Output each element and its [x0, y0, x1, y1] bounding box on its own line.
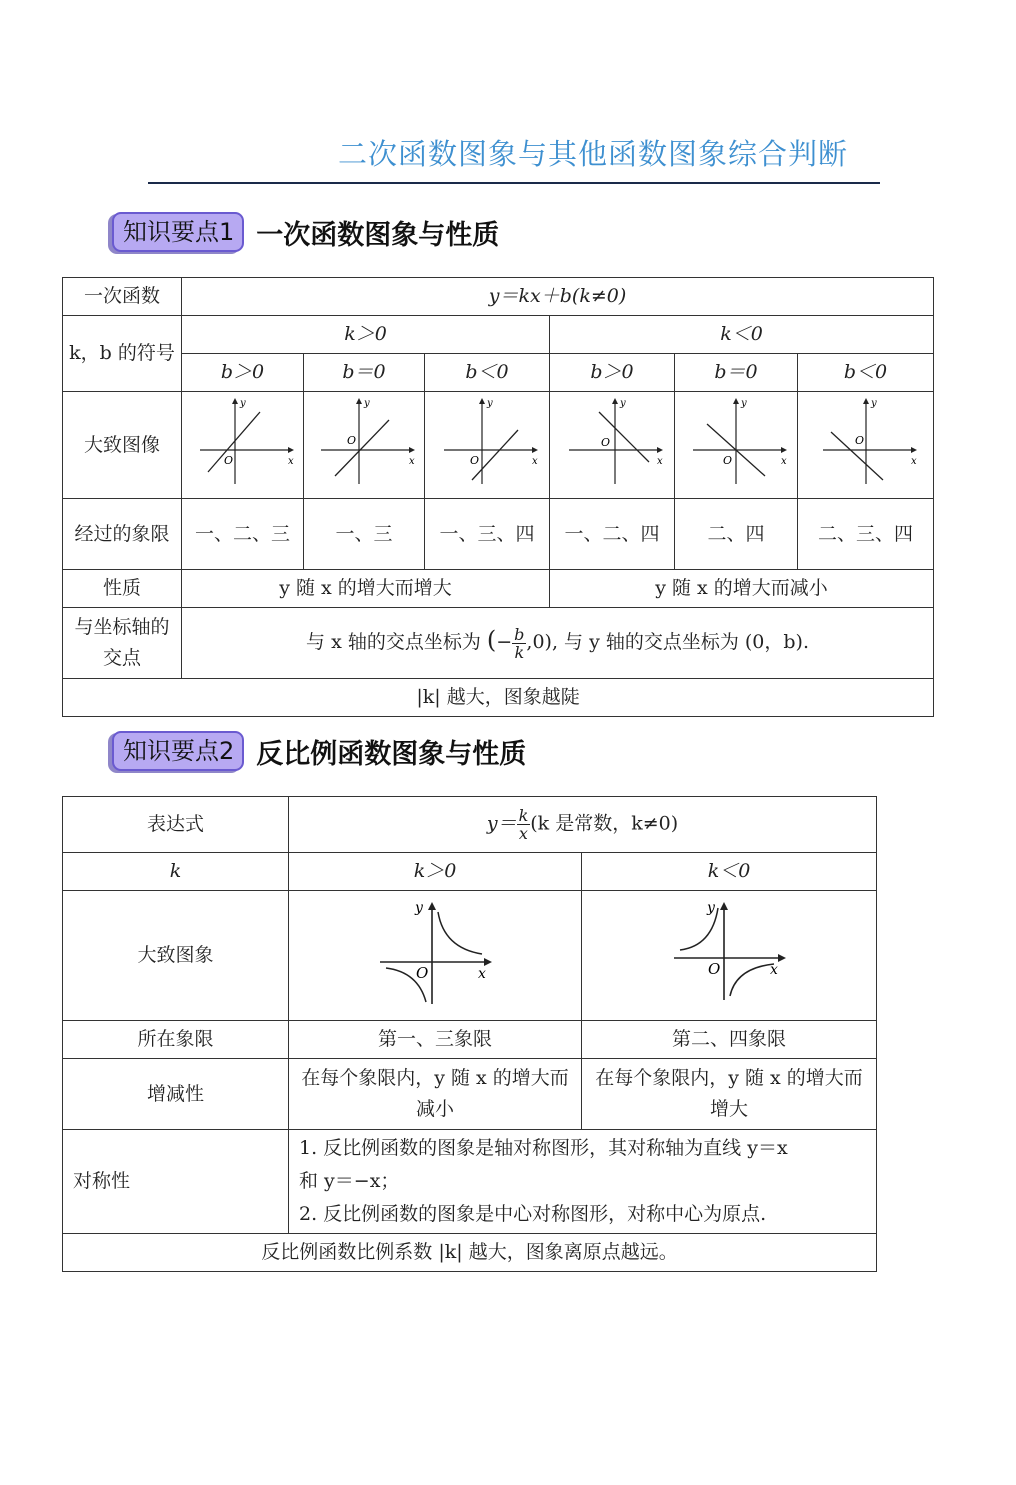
page-title: 二次函数图象与其他函数图象综合判断: [338, 137, 849, 171]
svg-text:O: O: [347, 434, 357, 447]
svg-text:y: y: [415, 899, 423, 916]
row-label-expression: 表达式: [63, 797, 289, 853]
svg-text:y: y: [364, 398, 370, 409]
linear-graph-1: [182, 392, 304, 499]
svg-text:x: x: [770, 961, 778, 978]
svg-text:O: O: [723, 454, 733, 467]
symmetry-line-2: 和 y＝−x；: [299, 1170, 400, 1192]
row-label-monotonic: 增减性: [63, 1059, 289, 1130]
quadrant-6: 二、三、四: [798, 499, 934, 570]
linear-graph-2: [304, 392, 425, 499]
svg-text:y: y: [741, 398, 747, 409]
b-case-6: b＜0: [798, 354, 934, 392]
row-label-inverse-quadrant: 所在象限: [63, 1021, 289, 1059]
svg-text:x: x: [781, 456, 787, 467]
section2-title: 反比例函数图象与性质: [256, 738, 527, 770]
row-label-sign: k，b 的符号: [63, 316, 182, 392]
property-k-negative: y 随 x 的增大而减小: [550, 570, 934, 608]
intersection-text: 与 x 轴的交点坐标为 (− $\frac{b}{k}$ ,0), 与 y 轴的交点坐标为 (0，b).: [182, 608, 934, 679]
inverse-k-positive: k＞0: [289, 853, 582, 891]
svg-text:x: x: [478, 965, 486, 982]
svg-text:x: x: [657, 456, 663, 467]
inverse-graph-k-positive: [289, 891, 582, 1021]
svg-text:O: O: [854, 434, 864, 447]
symmetry-line-3: 2. 反比例函数的图象是中心对称图形，对称中心为原点.: [299, 1203, 767, 1225]
b-case-2: b＝0: [304, 354, 425, 392]
row-label-inverse-graph: 大致图象: [63, 891, 289, 1021]
svg-text:x: x: [910, 456, 917, 467]
monotonic-k-negative: 在每个象限内，y 随 x 的增大而增大: [582, 1059, 877, 1130]
svg-text:x: x: [287, 456, 294, 467]
inverse-function-table: [62, 796, 877, 1272]
section2-header: [112, 731, 526, 771]
b-case-5: b＝0: [675, 354, 798, 392]
svg-text:y: y: [707, 899, 715, 916]
b-case-1: b＞0: [182, 354, 304, 392]
svg-text:y: y: [239, 398, 246, 409]
property-k-positive: y 随 x 的增大而增大: [182, 570, 550, 608]
row-label-quadrant: 经过的象限: [63, 499, 182, 570]
quadrant-3: 一、三、四: [425, 499, 550, 570]
svg-text:y: y: [870, 398, 877, 409]
inverse-quadrant-k-positive: 第一、三象限: [289, 1021, 582, 1059]
row-label-intersection: 与坐标轴的交点: [63, 608, 182, 679]
section1-header: [112, 212, 499, 252]
k-negative-header: k＜0: [550, 316, 934, 354]
section2-badge: 知识要点2: [112, 731, 244, 771]
svg-text:x: x: [409, 456, 415, 467]
linear-graph-3: [425, 392, 550, 499]
symmetry-text: [289, 1130, 877, 1234]
row-label-function: 一次函数: [63, 278, 182, 316]
row-label-symmetry: 对称性: [63, 1130, 289, 1234]
svg-text:y: y: [620, 398, 626, 409]
svg-text:x: x: [532, 456, 538, 467]
svg-text:O: O: [223, 454, 233, 467]
section1-badge: 知识要点1: [112, 212, 244, 252]
row-label-property: 性质: [63, 570, 182, 608]
inverse-formula: y＝ $\frac{k}{x}$ (k 是常数，k≠0): [289, 797, 877, 853]
quadrant-5: 二、四: [675, 499, 798, 570]
title-underline: [148, 182, 880, 184]
row-label-graph: 大致图像: [63, 392, 182, 499]
row-label-k: k: [63, 853, 289, 891]
linear-graph-5: [675, 392, 798, 499]
inverse-footer: 反比例函数比例系数 |k| 越大，图象离原点越远。: [63, 1234, 877, 1272]
quadrant-2: 一、三: [304, 499, 425, 570]
k-positive-header: k＞0: [182, 316, 550, 354]
b-case-3: b＜0: [425, 354, 550, 392]
quadrant-4: 一、二、四: [550, 499, 675, 570]
symmetry-line-1: 1. 反比例函数的图象是轴对称图形，其对称轴为直线 y＝x: [299, 1137, 788, 1159]
svg-text:O: O: [708, 959, 721, 978]
svg-text:O: O: [416, 963, 429, 982]
linear-footer: |k| 越大，图象越陡: [63, 679, 934, 717]
linear-graph-6: [798, 392, 934, 499]
linear-graph-4: [550, 392, 675, 499]
inverse-quadrant-k-negative: 第二、四象限: [582, 1021, 877, 1059]
inverse-graph-k-negative: [582, 891, 877, 1021]
svg-text:O: O: [470, 454, 480, 467]
function-formula: y＝kx＋b(k≠0): [182, 278, 934, 316]
linear-function-table: [62, 277, 934, 717]
section1-title: 一次函数图象与性质: [256, 219, 500, 251]
svg-text:O: O: [601, 436, 611, 449]
b-case-4: b＞0: [550, 354, 675, 392]
inverse-k-negative: k＜0: [582, 853, 877, 891]
monotonic-k-positive: 在每个象限内，y 随 x 的增大而减小: [289, 1059, 582, 1130]
quadrant-1: 一、二、三: [182, 499, 304, 570]
svg-text:y: y: [487, 398, 493, 409]
